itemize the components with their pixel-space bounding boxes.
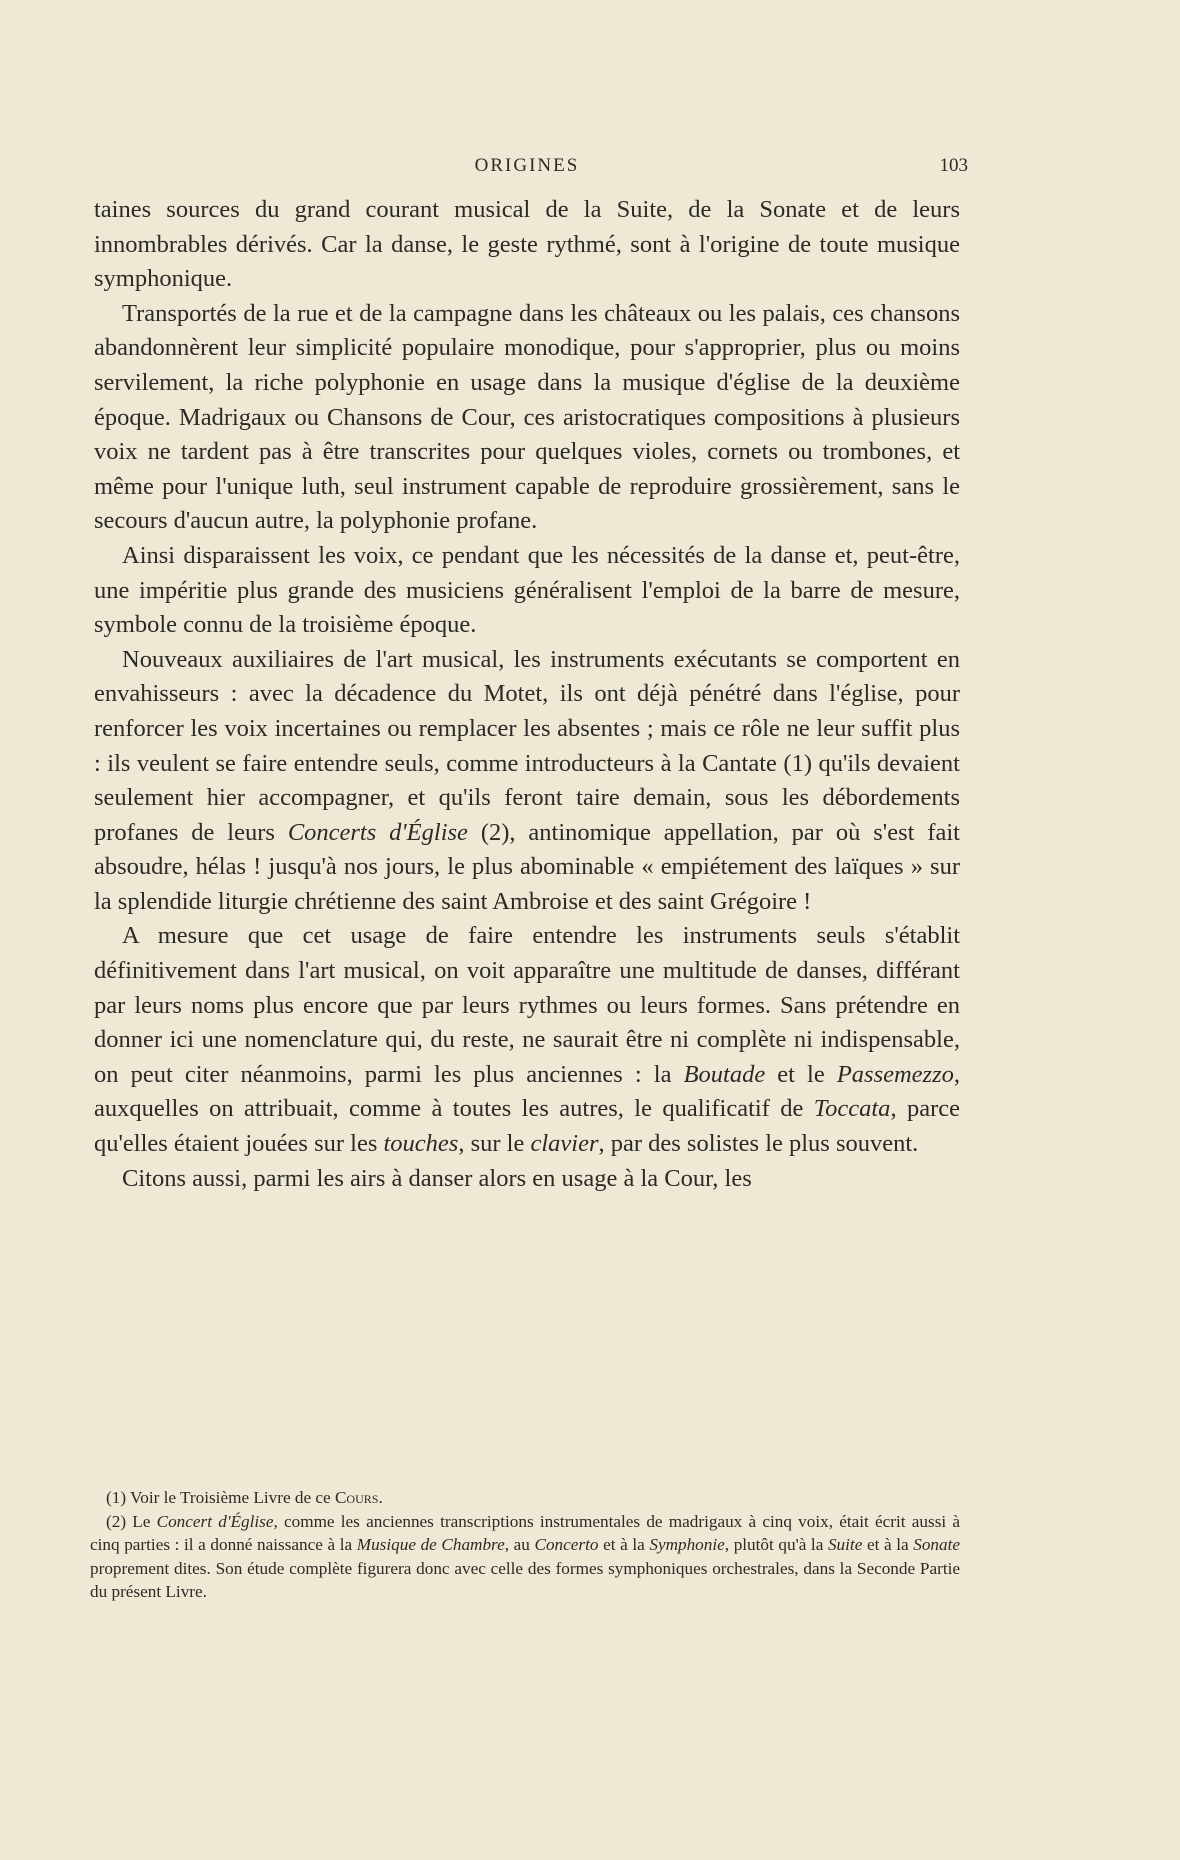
paragraph-5-text-b: et le: [765, 1060, 837, 1088]
paragraph-6: Citons aussi, parmi les airs à danser alors en usage à la Cour, les: [122, 1164, 752, 1192]
footnote-2-text-f: et à la: [862, 1535, 914, 1555]
footnote-2-text-d: et à la: [598, 1535, 650, 1555]
italic-term: Suite: [827, 1535, 863, 1555]
italic-term: Toccata: [813, 1095, 891, 1123]
footnote-2: [90, 1510, 960, 1604]
italic-term: Boutade: [683, 1060, 766, 1088]
italic-term: Concerto: [534, 1535, 599, 1555]
paragraph-5-text-c: , auxquelles on attribuait, comme à toutes les autres, le qualificatif de: [94, 1060, 960, 1123]
italic-term: clavier: [530, 1130, 599, 1158]
paragraph-4-text-b: (2), antinomique appellation, par où s'est fait absoudre, hélas ! jusqu'à nos jours, le plus abominable « empiétement des laïques » sur la splendide liturgie chrétienne des saint Ambroise et des saint Grégoire !: [94, 818, 960, 915]
page-number: 103: [939, 155, 968, 176]
footnote-1-text-b: .: [378, 1488, 383, 1507]
paragraph-5-text-e: , sur le: [458, 1130, 531, 1158]
running-head: ORIGINES: [474, 155, 580, 176]
paragraph-4-text-a: Nouveaux auxiliaires de l'art musical, les instruments exécutants se comportent en envahisseurs : avec la décadence du Motet, ils ont déjà pénétré dans l'église, pour renforcer les voix incertaines ou remplacer les absentes ; mais ce rôle ne leur suffit plus : ils veulent se faire entendre seuls, comme introducteurs à la Cantate (1) qu'ils devaient seulement hier accompagner, et qu'ils feront taire demain, sous les débordements profanes de leurs: [94, 645, 960, 846]
paragraph-3: Ainsi disparaissent les voix, ce pendant que les nécessités de la danse et, peut-être, une impéritie plus grande des musiciens généralisent l'emploi de la barre de mesure, symbole connu de la troisième époque.: [94, 541, 960, 639]
footnote-2-text-g: proprement dites. Son étude complète figurera donc avec celle des formes symphoniques orchestrales, dans la Seconde Partie du présent Livre.: [90, 1558, 960, 1602]
footnote-2-text-a: (2) Le: [106, 1511, 157, 1531]
italic-term: Musique de Chambre: [356, 1535, 505, 1555]
footnote-1-text-a: (1) Voir le Troisième Livre de ce: [106, 1488, 335, 1507]
paragraph-5: [94, 919, 960, 1161]
paragraph-1: taines sources du grand courant musical de la Suite, de la Sonate et de leurs innombrables dérivés. Car la danse, le geste rythmé, sont à l'origine de toute musique symphonique.: [94, 196, 960, 293]
paragraph-5-text-d: , parce qu'elles étaient jouées sur les: [94, 1095, 960, 1158]
paragraph-5-text-a: A mesure que cet usage de faire entendre les instruments seuls s'établit définitivement dans l'art musical, on voit apparaître une multitude de danses, différant par leurs noms plus encore que par leurs rythmes ou leurs formes. Sans prétendre en donner ici une nomenclature qui, du reste, ne saurait être ni complète ni indispensable, on peut citer néanmoins, parmi les plus anciennes : la: [94, 922, 960, 1088]
footnote-1: [90, 1486, 960, 1510]
italic-term: Sonate: [913, 1535, 960, 1555]
footnote-1-smallcaps: Cours: [334, 1488, 379, 1507]
paragraph-4: [94, 643, 960, 920]
footnote-2-text-e: , plutôt qu'à la: [724, 1535, 828, 1555]
main-text: [94, 193, 960, 1196]
italic-term: Concert d'Église: [156, 1511, 274, 1531]
paragraph-2: Transportés de la rue et de la campagne dans les châteaux ou les palais, ces chansons abandonnèrent leur simplicité populaire monodique, pour s'approprier, plus ou moins servilement, la riche polyphonie en usage dans la musique d'église de la deuxième époque. Madrigaux ou Chansons de Cour, ces aristocratiques compositions à plusieurs voix ne tardent pas à être transcrites pour quelques violes, cornets ou trombones, et même pour l'unique luth, seul instrument capable de reproduire grossièrement, sans le secours d'aucun autre, la polyphonie profane.: [94, 299, 960, 535]
page-header: [94, 153, 968, 183]
italic-term: touches: [383, 1130, 459, 1158]
italic-term: Passemezzo: [836, 1060, 954, 1088]
paragraph-5-text-f: , par des solistes le plus souvent.: [598, 1130, 919, 1158]
footnotes: [90, 1486, 960, 1604]
italic-term: Symphonie: [649, 1535, 725, 1555]
footnote-2-text-b: , comme les anciennes transcriptions instrumentales de madrigaux à cinq voix, était écrit aussi à cinq parties : il a donné naissance à la: [90, 1511, 961, 1555]
footnote-2-text-c: , au: [504, 1535, 535, 1555]
italic-term: Concerts d'Église: [287, 818, 468, 846]
